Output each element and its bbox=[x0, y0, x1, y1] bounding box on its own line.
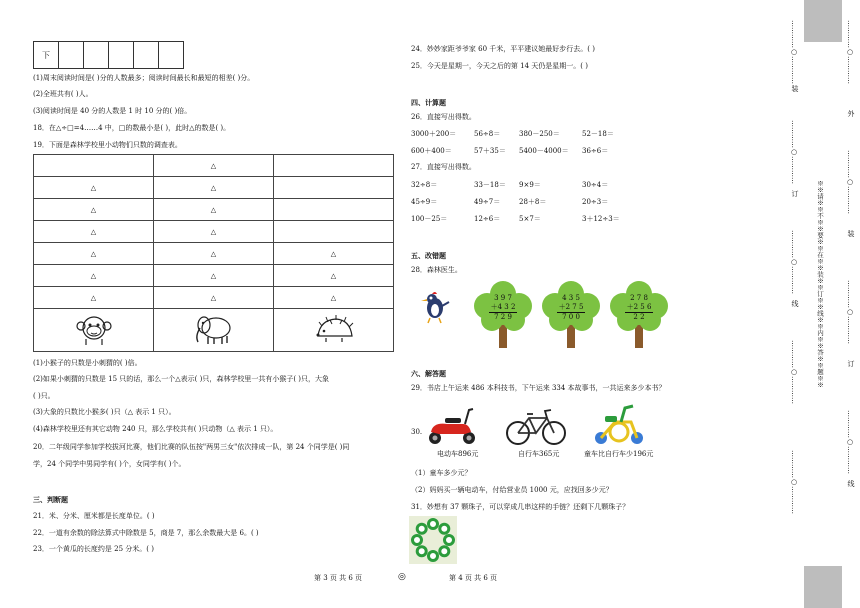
tree-result: 7 0 0 bbox=[562, 313, 580, 321]
binding-note-strip bbox=[804, 0, 842, 608]
tally-row bbox=[34, 265, 394, 287]
question-27: 27．直接写出得数。 bbox=[411, 163, 476, 171]
question-20-cont: 学，24 个同学中男同学有( )个，女同学有( )个。 bbox=[33, 460, 186, 468]
tree-result: 7 2 9 bbox=[494, 313, 512, 321]
tally-row bbox=[34, 155, 394, 177]
tally-cell: △ bbox=[154, 265, 274, 287]
q27-expression: 12÷6＝ bbox=[474, 215, 501, 223]
bead-bracelet-icon bbox=[409, 516, 457, 566]
q26-expression: 3000＋200＝ bbox=[411, 130, 457, 138]
q27-expression: 45÷9＝ bbox=[411, 198, 438, 206]
tally-row bbox=[34, 177, 394, 199]
top-grid-cell bbox=[84, 42, 109, 69]
dotted-line: …………○………… bbox=[846, 20, 854, 84]
bicycle-icon bbox=[505, 406, 567, 448]
top-grid-cell bbox=[134, 42, 159, 69]
tally-cell: △ bbox=[34, 199, 154, 221]
tally-cell: △ bbox=[154, 287, 274, 309]
tally-cell: △ bbox=[34, 265, 154, 287]
tally-cell: △ bbox=[154, 155, 274, 177]
tally-cell: △ bbox=[34, 243, 154, 265]
tally-cell bbox=[274, 177, 394, 199]
q30-sub1: （1）童车多少元？ bbox=[411, 469, 472, 477]
q27-expression: 49÷7＝ bbox=[474, 198, 501, 206]
q26-expression: 57＋35＝ bbox=[474, 147, 506, 155]
binding-label-xian-inner: 线 bbox=[847, 480, 855, 487]
question-18: 18．在△÷□=4……4 中，□的数最小是( )，此时△的数是( )。 bbox=[33, 124, 231, 132]
q27-expression: 30÷4＝ bbox=[582, 181, 609, 189]
question-19: 19．下面是森林学校里小动物们只数的调查表。 bbox=[33, 141, 182, 149]
q27-expression: 100－25＝ bbox=[411, 215, 448, 223]
question-28: 28．森林医生。 bbox=[411, 266, 462, 274]
tally-cell bbox=[274, 199, 394, 221]
tally-row bbox=[34, 199, 394, 221]
tree-top-number: 2 7 8 bbox=[630, 294, 648, 302]
tally-cell: △ bbox=[154, 243, 274, 265]
question-29: 29．书店上午运来 486 本科技书，下午运来 334 本故事书，一共运来多少本书？ bbox=[411, 384, 666, 392]
dotted-line: …………○………… bbox=[790, 230, 798, 294]
q19-sub2-cont: ( )只。 bbox=[33, 392, 55, 400]
question-30: 30. bbox=[411, 428, 423, 436]
binding-note: ※※请※※不※※要※※在※※装※※订※※线※※内※※答※※题※※ bbox=[816, 180, 824, 388]
question-23: 23．一个黄瓜的长度约是 25 分米。( ) bbox=[33, 545, 154, 553]
tree-top-number: 4 3 5 bbox=[562, 294, 580, 302]
question-21: 21．米、分米、厘米都是长度单位。( ) bbox=[33, 512, 155, 520]
question-31: 31．妙想有 37 颗珠子，可以穿成几串这样的手链？还剩下几颗珠子？ bbox=[411, 503, 630, 511]
elephant-icon bbox=[154, 309, 274, 352]
dotted-line: …………○………… bbox=[790, 340, 798, 404]
tally-cell: △ bbox=[274, 287, 394, 309]
top-grid-cell bbox=[159, 42, 184, 69]
q26-expression: 5400－4000＝ bbox=[519, 147, 569, 155]
q27-expression: 33－18＝ bbox=[474, 181, 506, 189]
q17-sub3: (3)阅读时间是 40 分的人数是 1 时 10 分的( )倍。 bbox=[33, 107, 192, 115]
q26-expression: 36÷6＝ bbox=[582, 147, 609, 155]
animal-tally-table bbox=[33, 154, 394, 352]
tree-addend: ＋4 3 2 bbox=[490, 303, 516, 311]
tree-top-number: 3 9 7 bbox=[494, 294, 512, 302]
tree-problem bbox=[540, 280, 602, 350]
hedgehog-icon bbox=[274, 309, 394, 352]
dotted-line: …………○………… bbox=[790, 450, 798, 514]
tree-addend: ＋2 7 5 bbox=[558, 303, 584, 311]
q17-sub1: (1)周末阅读时间是( )分的人数最多；阅读时间最长和最短的相差( )分。 bbox=[33, 74, 255, 82]
binding-strip-inner bbox=[786, 0, 805, 608]
dotted-line: …………○………… bbox=[790, 120, 798, 184]
page-footer-right: 第 4 页 共 6 页 bbox=[449, 574, 498, 582]
question-22: 22．一道有余数的除法算式中除数是 5，商是 7，那么余数最大是 6。( ) bbox=[33, 529, 259, 537]
tally-cell bbox=[274, 221, 394, 243]
tally-cell: △ bbox=[274, 265, 394, 287]
binding-label-ding: 订 bbox=[791, 190, 799, 197]
scooter-caption: 电动车896元 bbox=[437, 450, 479, 458]
tricycle-caption: 童车比自行车少196元 bbox=[584, 450, 654, 458]
tally-cell: △ bbox=[34, 221, 154, 243]
tally-cell: △ bbox=[154, 177, 274, 199]
question-26: 26．直接写出得数。 bbox=[411, 113, 476, 121]
tally-cell: △ bbox=[34, 287, 154, 309]
tree-problem bbox=[472, 280, 534, 350]
bicycle-caption: 自行车365元 bbox=[518, 450, 560, 458]
tally-row bbox=[34, 221, 394, 243]
tally-cell: △ bbox=[154, 221, 274, 243]
q27-expression: 5×7＝ bbox=[519, 215, 541, 223]
q30-sub2: （2）妈妈买一辆电动车，付给营业员 1000 元，应找回多少元？ bbox=[411, 486, 613, 494]
top-grid-cell bbox=[109, 42, 134, 69]
tricycle-icon bbox=[591, 402, 649, 448]
q27-expression: 20÷3＝ bbox=[582, 198, 609, 206]
woodpecker-icon bbox=[420, 290, 450, 326]
q27-expression: 28＋8＝ bbox=[519, 198, 547, 206]
monkey-icon bbox=[34, 309, 154, 352]
q27-expression: 9×9＝ bbox=[519, 181, 541, 189]
section-answer-heading: 六、解答题 bbox=[411, 369, 446, 378]
tree-addend: ＋2 5 6 bbox=[626, 303, 652, 311]
question-20: 20．二年级同学参加学校拔河比赛，他们比赛的队伍按"两男三女"依次排成一队，第 24 个同学是( )同 bbox=[33, 443, 350, 451]
q19-sub2: (2)如果小刺猬的只数是 15 只的话，那么一个△表示( )只，森林学校里一共有小猴子( )只，大象 bbox=[33, 375, 330, 383]
q27-expression: 3＋12÷3＝ bbox=[582, 215, 620, 223]
dotted-line: …………○………… bbox=[846, 150, 854, 214]
tally-row bbox=[34, 287, 394, 309]
dotted-line: …………○………… bbox=[846, 280, 854, 344]
dotted-line: …………○………… bbox=[790, 20, 798, 84]
q26-expression: 56÷8＝ bbox=[474, 130, 501, 138]
top-grid-cell bbox=[59, 42, 84, 69]
q19-sub3: (3)大象的只数比小猴多( )只（△ 表示 1 只）。 bbox=[33, 408, 176, 416]
top-grid-table bbox=[33, 41, 184, 69]
q26-expression: 52－18＝ bbox=[582, 130, 614, 138]
tally-cell: △ bbox=[34, 177, 154, 199]
page-footer-left: 第 3 页 共 6 页 bbox=[314, 574, 363, 582]
q19-sub1: (1)小猴子的只数是小刺猬的( )倍。 bbox=[33, 359, 142, 367]
tree-result: 2 2 bbox=[633, 313, 645, 321]
section-correction-heading: 五、改错题 bbox=[411, 251, 446, 260]
scooter-icon bbox=[425, 404, 479, 448]
dotted-line: …………○………… bbox=[846, 410, 854, 474]
q19-sub4: (4)森林学校里还有其它动物 240 只，那么学校共有( )只动物（△ 表示 1 只）。 bbox=[33, 425, 278, 433]
question-24: 24．妙妙家距爷爷家 60 千米，平平建议她最好步行去。( ) bbox=[411, 45, 595, 53]
binding-strip-outer bbox=[842, 0, 860, 608]
binding-label-xian: 线 bbox=[791, 300, 799, 307]
binding-label-zhuang-inner: 装 bbox=[847, 230, 855, 237]
q26-expression: 600＋400＝ bbox=[411, 147, 452, 155]
binding-hole-icon: ◎ bbox=[398, 572, 406, 582]
tally-cell: △ bbox=[274, 243, 394, 265]
tally-cell bbox=[274, 155, 394, 177]
tally-row bbox=[34, 243, 394, 265]
q27-expression: 32÷8＝ bbox=[411, 181, 438, 189]
q17-sub2: (2)全班共有( )人。 bbox=[33, 90, 93, 98]
binding-label-ding-inner: 订 bbox=[847, 360, 855, 367]
question-25: 25．今天是星期一，今天之后的第 14 天仍是星期一。( ) bbox=[411, 62, 588, 70]
top-grid-cell: 下 bbox=[34, 42, 59, 69]
tally-cell bbox=[34, 155, 154, 177]
section-calc-heading: 四、计算题 bbox=[411, 98, 446, 107]
binding-label-wai: 外 bbox=[847, 110, 855, 117]
binding-label-zhuang: 装 bbox=[791, 85, 799, 92]
q26-expression: 380－250＝ bbox=[519, 130, 560, 138]
tree-problem bbox=[608, 280, 670, 350]
tally-cell: △ bbox=[154, 199, 274, 221]
section-judgment-heading: 三、判断题 bbox=[33, 495, 68, 504]
